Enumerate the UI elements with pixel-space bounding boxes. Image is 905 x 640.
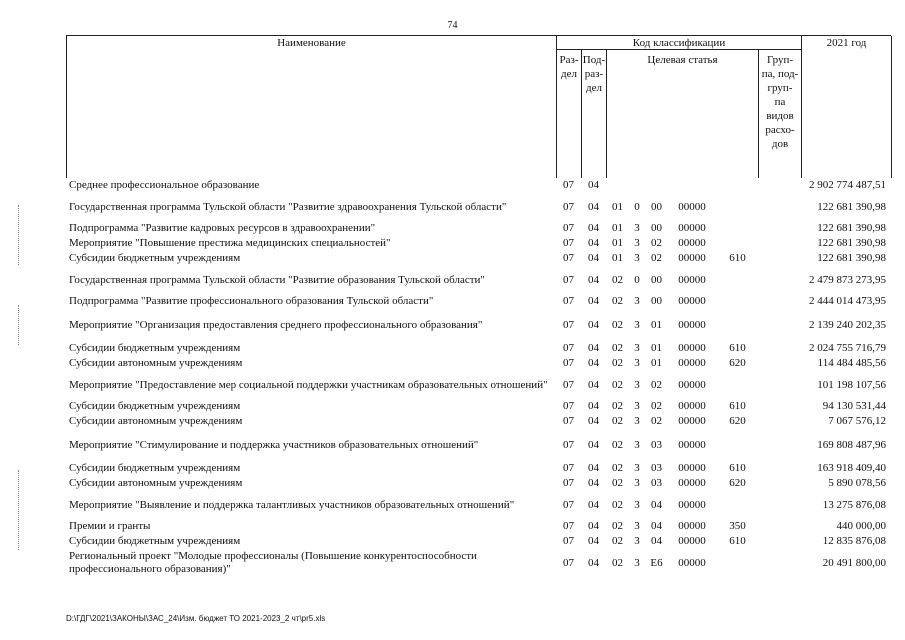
row-target-program: 02	[612, 520, 623, 532]
row-amount: 2 139 240 202,35	[809, 318, 886, 331]
row-vid: 350	[729, 520, 746, 532]
row-razdel: 07	[563, 318, 574, 331]
row-razdel: 07	[563, 200, 574, 213]
row-target-subprogram: 3	[634, 222, 640, 234]
row-target-direction: 00000	[678, 462, 706, 474]
row-razdel: 07	[563, 237, 574, 249]
row-name: Мероприятие "Стимулирование и поддержка участников образовательных отношений"	[69, 438, 479, 451]
row-name: Субсидии автономным учреждениям	[69, 415, 243, 427]
row-target-program: 01	[612, 222, 623, 234]
row-razdel: 07	[563, 498, 574, 511]
row-razdel: 07	[563, 378, 574, 391]
row-razdel: 07	[563, 415, 574, 427]
table-row	[66, 309, 891, 341]
row-name: Субсидии бюджетным учреждениям	[69, 462, 241, 474]
row-podrazdel: 04	[588, 252, 599, 264]
row-podrazdel: 04	[588, 295, 599, 307]
row-podrazdel: 04	[588, 477, 599, 489]
row-target-subprogram: 3	[634, 477, 640, 489]
row-target-subprogram: 3	[634, 378, 640, 391]
row-target-direction: 00000	[678, 357, 706, 369]
row-podrazdel: 04	[588, 462, 599, 474]
row-target-direction: 00000	[678, 438, 706, 451]
row-target-direction: 00000	[678, 535, 706, 547]
row-name: Премии и гранты	[69, 520, 151, 532]
row-target-program: 02	[612, 273, 623, 286]
table-row	[66, 476, 891, 491]
row-name: Субсидии автономным учреждениям	[69, 477, 243, 489]
row-podrazdel: 04	[588, 438, 599, 451]
table-row	[66, 399, 891, 414]
row-target-subprogram: 3	[634, 415, 640, 427]
row-target-direction: 00000	[678, 252, 706, 264]
row-razdel: 07	[563, 535, 574, 547]
table-row	[66, 534, 891, 549]
row-amount: 2 024 755 716,79	[809, 342, 886, 354]
row-razdel: 07	[563, 357, 574, 369]
header-vid: Груп- па, под- груп- па видов расхо- дов	[759, 50, 802, 178]
row-target-event: 02	[651, 415, 662, 427]
row-target-subprogram: 3	[634, 400, 640, 412]
table-row	[66, 549, 891, 577]
row-name: Региональный проект "Молодые профессионалы (Повышение конкурентоспособности профессионального образования)"	[69, 550, 477, 575]
row-target-event: 01	[651, 357, 662, 369]
row-razdel: 07	[563, 252, 574, 264]
file-path-footer: D:\ГДГ\2021\ЗАКОНЫ\ЗАС_24\Изм. бюджет ТО 2021-2023_2 чт\pr5.xls	[66, 614, 326, 623]
row-target-event: 02	[651, 400, 662, 412]
row-target-event: 04	[651, 535, 662, 547]
row-target-program: 02	[612, 415, 623, 427]
row-target-subprogram: 3	[634, 237, 640, 249]
row-target-program: 02	[612, 498, 623, 511]
row-target-program: 01	[612, 200, 623, 213]
table-row	[66, 178, 891, 193]
row-target-program: 02	[612, 462, 623, 474]
header-name: Наименование	[67, 36, 557, 178]
row-razdel: 07	[563, 342, 574, 354]
table-row	[66, 294, 891, 309]
row-podrazdel: 04	[588, 318, 599, 331]
row-vid: 610	[729, 462, 746, 474]
row-podrazdel: 04	[588, 415, 599, 427]
row-name: Мероприятие "Выявление и поддержка талантливых участников образовательных отношений"	[69, 498, 515, 511]
row-target-subprogram: 3	[634, 318, 640, 331]
row-target-direction: 00000	[678, 342, 706, 354]
row-target-event: 01	[651, 318, 662, 331]
row-podrazdel: 04	[588, 400, 599, 412]
row-target-direction: 00000	[678, 400, 706, 412]
row-target-event: 00	[651, 295, 662, 307]
row-target-direction: 00000	[678, 477, 706, 489]
row-target-direction: 00000	[678, 295, 706, 307]
row-target-subprogram: 0	[634, 200, 640, 213]
row-amount: 20 491 800,00	[822, 556, 886, 569]
row-amount: 2 902 774 487,51	[809, 179, 886, 191]
row-amount: 163 918 409,40	[817, 462, 886, 474]
row-razdel: 07	[563, 438, 574, 451]
header-year: 2021 год	[802, 36, 892, 178]
table-row	[66, 461, 891, 476]
row-target-program: 02	[612, 400, 623, 412]
row-target-event: 04	[651, 520, 662, 532]
row-name: Мероприятие "Повышение престижа медицинских специальностей"	[69, 237, 391, 249]
row-target-direction: 00000	[678, 498, 706, 511]
row-target-subprogram: 3	[634, 520, 640, 532]
row-target-direction: 00000	[678, 273, 706, 286]
row-target-subprogram: 3	[634, 295, 640, 307]
row-amount: 122 681 390,98	[817, 200, 886, 213]
row-target-program: 01	[612, 237, 623, 249]
row-target-event: 00	[651, 222, 662, 234]
row-target-event: 02	[651, 252, 662, 264]
row-vid: 620	[729, 357, 746, 369]
row-podrazdel: 04	[588, 342, 599, 354]
row-name: Государственная программа Тульской области "Развитие здравоохранения Тульской области"	[69, 200, 507, 213]
row-name: Субсидии бюджетным учреждениям	[69, 252, 241, 264]
row-target-direction: 00000	[678, 415, 706, 427]
row-razdel: 07	[563, 400, 574, 412]
row-target-direction: 00000	[678, 237, 706, 249]
table-row	[66, 266, 891, 294]
row-target-direction: 00000	[678, 520, 706, 532]
row-target-event: 03	[651, 477, 662, 489]
row-target-subprogram: 3	[634, 498, 640, 511]
row-amount: 13 275 876,08	[822, 498, 886, 511]
table-row	[66, 429, 891, 461]
row-amount: 101 198 107,56	[817, 378, 886, 391]
row-razdel: 07	[563, 273, 574, 286]
row-podrazdel: 04	[588, 200, 599, 213]
table-row	[66, 519, 891, 534]
row-target-direction: 00000	[678, 318, 706, 331]
row-razdel: 07	[563, 556, 574, 569]
row-target-event: 00	[651, 273, 662, 286]
row-name: Среднее профессиональное образование	[69, 179, 260, 191]
row-target-direction: 00000	[678, 222, 706, 234]
table-row	[66, 251, 891, 266]
margin-mark	[18, 305, 20, 345]
row-target-event: 02	[651, 237, 662, 249]
row-amount: 169 808 487,96	[817, 438, 886, 451]
row-podrazdel: 04	[588, 273, 599, 286]
row-podrazdel: 04	[588, 222, 599, 234]
row-target-direction: 00000	[678, 556, 706, 569]
header-razdel: Раз- дел	[557, 50, 582, 178]
row-podrazdel: 04	[588, 520, 599, 532]
row-target-event: Е6	[650, 556, 663, 569]
row-podrazdel: 04	[588, 179, 599, 191]
page-number: 74	[447, 20, 458, 31]
row-target-event: 02	[651, 378, 662, 391]
row-amount: 5 890 078,56	[828, 477, 886, 489]
table-row	[66, 356, 891, 371]
row-name: Подпрограмма "Развитие кадровых ресурсов в здравоохранении"	[69, 222, 376, 234]
row-target-subprogram: 3	[634, 438, 640, 451]
row-vid: 610	[729, 400, 746, 412]
row-amount: 12 835 876,08	[822, 535, 886, 547]
header-podrazdel: Под- раз- дел	[582, 50, 607, 178]
row-podrazdel: 04	[588, 357, 599, 369]
table-row	[66, 371, 891, 399]
row-target-program: 02	[612, 556, 623, 569]
table-row	[66, 236, 891, 251]
row-razdel: 07	[563, 462, 574, 474]
row-amount: 2 479 873 273,95	[809, 273, 886, 286]
row-vid: 610	[729, 342, 746, 354]
row-target-subprogram: 3	[634, 556, 640, 569]
table-row	[66, 414, 891, 429]
row-podrazdel: 04	[588, 535, 599, 547]
row-target-program: 02	[612, 438, 623, 451]
row-name: Мероприятие "Организация предоставления среднего профессионального образования"	[69, 318, 483, 331]
header-code: Код классификации	[557, 36, 802, 50]
row-amount: 122 681 390,98	[817, 222, 886, 234]
row-razdel: 07	[563, 222, 574, 234]
row-razdel: 07	[563, 179, 574, 191]
row-target-event: 03	[651, 462, 662, 474]
row-podrazdel: 04	[588, 237, 599, 249]
row-vid: 620	[729, 415, 746, 427]
row-target-subprogram: 3	[634, 462, 640, 474]
row-target-program: 02	[612, 295, 623, 307]
table-row	[66, 491, 891, 519]
row-podrazdel: 04	[588, 498, 599, 511]
margin-mark	[18, 205, 20, 265]
row-amount: 122 681 390,98	[817, 237, 886, 249]
header-target: Целевая статья	[607, 50, 759, 178]
row-name: Подпрограмма "Развитие профессионального образования Тульской области"	[69, 295, 434, 307]
row-name: Субсидии бюджетным учреждениям	[69, 535, 241, 547]
row-vid: 610	[729, 535, 746, 547]
row-podrazdel: 04	[588, 556, 599, 569]
table-row	[66, 221, 891, 236]
row-amount: 122 681 390,98	[817, 252, 886, 264]
table-row	[66, 193, 891, 221]
row-target-event: 00	[651, 200, 662, 213]
row-amount: 2 444 014 473,95	[809, 295, 886, 307]
row-target-program: 02	[612, 477, 623, 489]
table-body	[66, 178, 891, 577]
row-target-subprogram: 3	[634, 252, 640, 264]
row-name: Государственная программа Тульской области "Развитие образования Тульской области"	[69, 273, 485, 286]
margin-mark	[18, 470, 20, 550]
row-target-subprogram: 3	[634, 342, 640, 354]
row-target-subprogram: 3	[634, 357, 640, 369]
row-amount: 114 484 485,56	[817, 357, 886, 369]
row-target-event: 04	[651, 498, 662, 511]
row-target-event: 03	[651, 438, 662, 451]
row-amount: 94 130 531,44	[822, 400, 886, 412]
row-name: Субсидии бюджетным учреждениям	[69, 342, 241, 354]
row-razdel: 07	[563, 295, 574, 307]
row-amount: 440 000,00	[836, 520, 886, 532]
row-target-program: 02	[612, 357, 623, 369]
row-target-subprogram: 3	[634, 535, 640, 547]
table-header	[66, 35, 891, 178]
row-target-program: 02	[612, 318, 623, 331]
row-target-program: 02	[612, 535, 623, 547]
row-target-program: 02	[612, 378, 623, 391]
row-podrazdel: 04	[588, 378, 599, 391]
row-name: Субсидии бюджетным учреждениям	[69, 400, 241, 412]
row-target-subprogram: 0	[634, 273, 640, 286]
row-name: Субсидии автономным учреждениям	[69, 357, 243, 369]
row-amount: 7 067 576,12	[828, 415, 886, 427]
row-target-event: 01	[651, 342, 662, 354]
row-target-direction: 00000	[678, 378, 706, 391]
row-target-direction: 00000	[678, 200, 706, 213]
row-name: Мероприятие "Предоставление мер социальной поддержки участникам образовательных отношений"	[69, 378, 548, 391]
row-target-program: 02	[612, 342, 623, 354]
table-row	[66, 341, 891, 356]
row-target-program: 01	[612, 252, 623, 264]
row-vid: 620	[729, 477, 746, 489]
row-razdel: 07	[563, 477, 574, 489]
row-razdel: 07	[563, 520, 574, 532]
row-vid: 610	[729, 252, 746, 264]
budget-table	[66, 35, 891, 577]
